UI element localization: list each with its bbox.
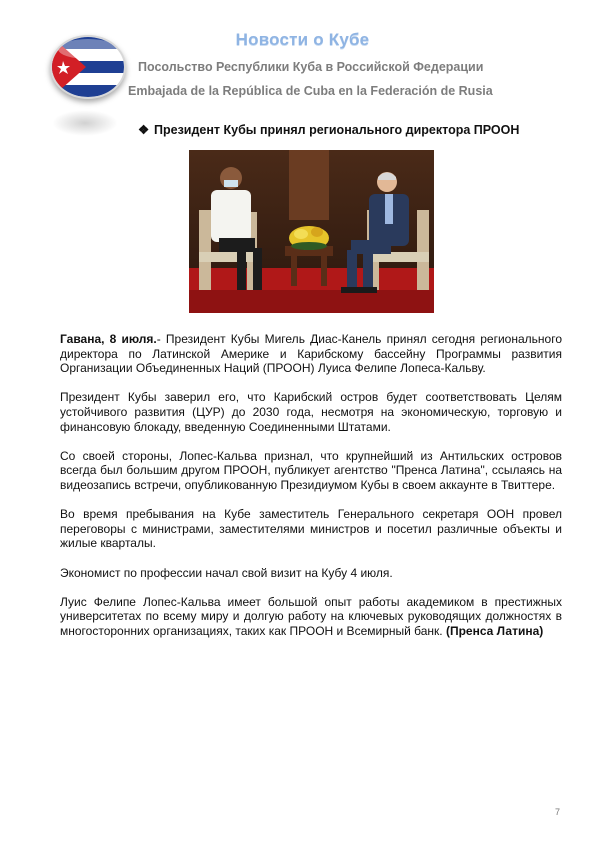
page-number: 7 [555, 807, 561, 817]
dateline: Гавана, 8 июля. [60, 332, 157, 346]
closing-text: Луис Фелипе Лопес-Кальва имеет большой опыт работы академиком в престижных университетах по всему миру и долгую работу на ключевых руководящих должностях в многосторонних организациях, таких как ПРООН и Всемирный банк. [60, 594, 562, 638]
embassy-name-ru: Посольство Республики Куба в Российской Федерации [138, 60, 484, 74]
article-body [60, 332, 562, 653]
article-paragraph-5: Экономист по профессии начал свой визит на Кубу 4 июля. [60, 565, 393, 580]
lead-text: - Президент Кубы Мигель Диас-Канель принял сегодня регионального директора по Латинской Америке и Карибскому бассейну Программы развития Организации Объединенных Наций (ПРООН) Луиса Фелипе Лопеса-Кальву. [60, 332, 563, 376]
meeting-photo [189, 150, 434, 313]
newsletter-title: Новости о Кубе [235, 30, 370, 49]
article-paragraph-1 [60, 332, 562, 376]
article-headline [138, 122, 519, 137]
diamond-bullet-icon: ❖ [138, 123, 150, 137]
logo-reflection [52, 110, 118, 136]
article-paragraph-4: Во время пребывания на Кубе заместитель Генерального секретаря ООН провел переговоры с министрами, заместителями министров и посетил различные объекты и жилые кварталы. [60, 507, 562, 551]
source-credit: (Пренса Латина) [445, 623, 544, 638]
article-paragraph-3: Со своей стороны, Лопес-Кальва признал, что крупнейший из Антильских островов всегда был большим другом ПРООН, публикует агентство "Пренса Латина", ссылаясь на видеозапись встречи, опубликованную Президиумом Кубы в своем аккаунте в Твиттере. [60, 448, 562, 492]
cuba-flag-icon [50, 35, 126, 99]
embassy-name-es: Embajada de la República de Cuba en la Federación de Rusia [128, 84, 493, 98]
article-paragraph-6 [60, 595, 562, 639]
article-paragraph-2: Президент Кубы заверил его, что Карибский остров будет соответствовать Целям устойчивого развития (ЦУР) до 2030 года, несмотря на экономическую, торговую и финансовую блокаду, введенную Соединенными Штатами. [60, 390, 562, 434]
headline-text: Президент Кубы принял регионального директора ПРООН [154, 123, 520, 137]
